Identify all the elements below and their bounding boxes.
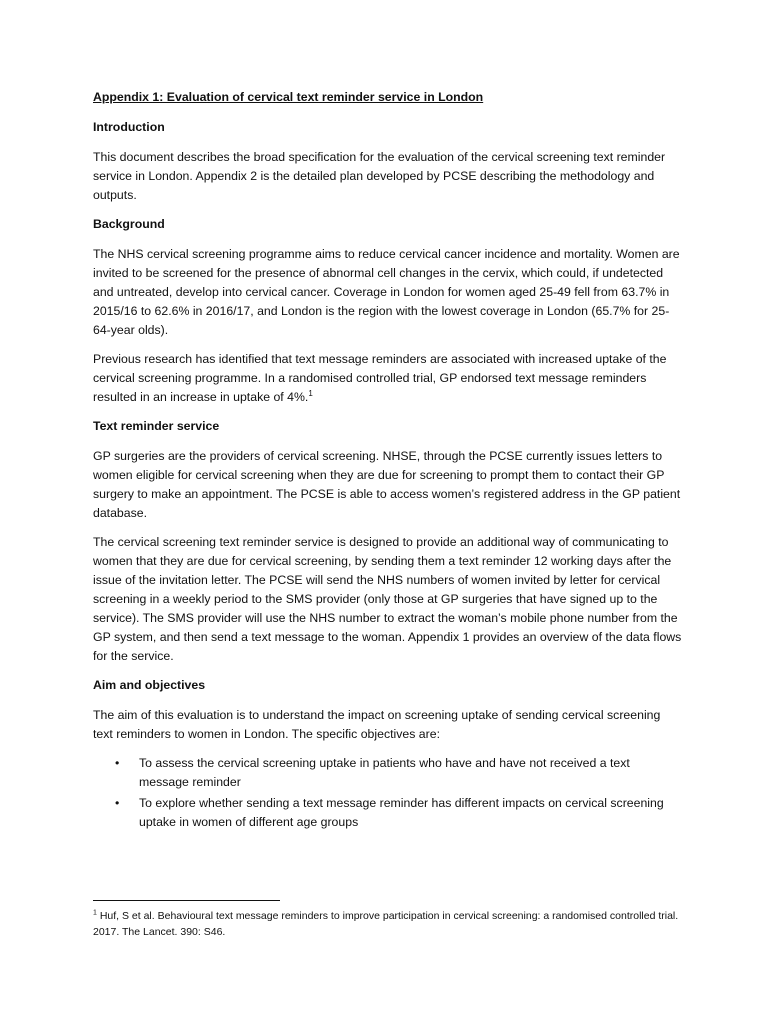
footnote-text: Huf, S et al. Behavioural text message reminders to improve participation in cervical screening: a randomised controlled trial. 2017. The Lancet. 390: S46. xyxy=(93,910,679,938)
text-reminder-paragraph-2: The cervical screening text reminder service is designed to provide an additional way of communicating to women that they are due for cervical screening, by sending them a text reminder 12 working days after the issue of the invitation letter. The PCSE will send the NHS numbers of women invited by letter for cervical screening in a weekly period to the SMS provider (only those at GP surgeries that have signed up to the service). The SMS provider will use the NHS number to extract the woman’s mobile phone number from the GP system, and then send a text message to the woman. Appendix 1 provides an overview of the data flows for the service. xyxy=(93,535,682,663)
document-body xyxy=(93,88,683,834)
list-item xyxy=(115,754,683,792)
section-heading-introduction: Introduction xyxy=(93,120,165,134)
footnote-separator xyxy=(93,900,280,901)
background-paragraph-2-text: Previous research has identified that text message reminders are associated with increased uptake of the cervical screening programme. In a randomised controlled trial, GP endorsed text message reminders resulted in an increase in uptake of 4%. xyxy=(93,352,667,404)
introduction-paragraph: This document describes the broad specification for the evaluation of the cervical screening text reminder service in London. Appendix 2 is the detailed plan developed by PCSE describing the methodology and outputs. xyxy=(93,150,666,202)
aim-paragraph: The aim of this evaluation is to understand the impact on screening uptake of sending cervical screening text reminders to women in London. The specific objectives are: xyxy=(93,708,661,741)
bullet-icon: • xyxy=(115,756,120,770)
footnote-number: 1 xyxy=(93,909,97,917)
objective-1-text: To assess the cervical screening uptake in patients who have and have not received a text message reminder xyxy=(139,756,630,789)
footnote-reference[interactable]: 1 xyxy=(308,388,313,398)
objectives-list xyxy=(93,754,683,832)
bullet-icon: • xyxy=(115,796,120,810)
section-heading-text-reminder-service: Text reminder service xyxy=(93,419,220,433)
document-title: Appendix 1: Evaluation of cervical text reminder service in London xyxy=(93,90,484,104)
objective-2-text: To explore whether sending a text message reminder has different impacts on cervical screening uptake in women of different age groups xyxy=(139,796,664,829)
section-heading-background: Background xyxy=(93,217,165,231)
text-reminder-paragraph-1: GP surgeries are the providers of cervical screening. NHSE, through the PCSE currently issues letters to women eligible for cervical screening when they are due for screening to prompt them to contact their GP surgery to make an appointment. The PCSE is able to access women’s registered address in the GP patient database. xyxy=(93,449,681,520)
section-heading-aim-and-objectives: Aim and objectives xyxy=(93,678,206,692)
background-paragraph-2 xyxy=(93,350,683,407)
background-paragraph-1: The NHS cervical screening programme aims to reduce cervical cancer incidence and mortality. Women are invited to be screened for the presence of abnormal cell changes in the cervix, which could, if undetected and untreated, develop into cervical cancer. Coverage in London for women aged 25-49 fell from 63.7% in 2015/16 to 62.6% in 2016/17, and London is the region with the lowest coverage in London (65.7% for 25-64-year olds). xyxy=(93,247,680,337)
footnote xyxy=(93,908,683,940)
list-item xyxy=(115,794,683,832)
